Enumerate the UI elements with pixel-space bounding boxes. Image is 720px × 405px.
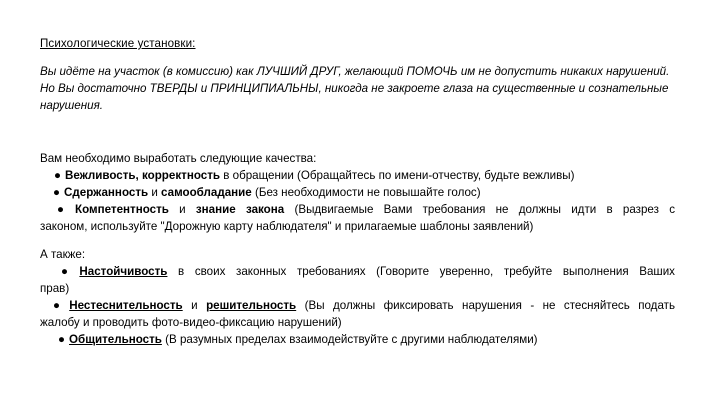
section-heading: Психологические установки: (40, 37, 196, 50)
quality-item-competence (40, 201, 675, 235)
item-connector: и (168, 203, 196, 216)
term-law-knowledge: знание закона (195, 203, 285, 216)
item-line-1 (40, 201, 675, 218)
item-text: (Выдвигаемые Вами требования не должны идти в разрез с (284, 203, 675, 216)
also-item-sociability (40, 331, 675, 348)
bullet-icon: ● (54, 169, 62, 182)
bullet-icon: ● (57, 203, 72, 216)
item-text: в своих законных требованиях (Говорите уверенно, требуйте выполнения Ваших (167, 265, 675, 278)
quality-item-politeness (40, 167, 675, 184)
item-line-2: законом, используйте "Дорожную карту наблюдателя" и прилагаемые шаблоны заявлений) (40, 220, 534, 233)
item-connector: и (182, 299, 207, 312)
bullet-icon: ● (58, 333, 66, 346)
term-boldness: Нестеснительность (69, 299, 183, 312)
term-restraint: Сдержанность (64, 186, 149, 199)
item-text: (Без необходимости не повышайте голос) (251, 186, 481, 199)
item-line-2: прав) (40, 282, 70, 295)
term-self-control: самообладание (161, 186, 252, 199)
bullet-icon: ● (53, 186, 61, 199)
bullet-icon: ● (53, 299, 66, 312)
also-lead: А также: (40, 248, 86, 261)
qualities-section (40, 150, 675, 235)
item-line-2: жалобу и проводить фото-видео-фиксацию нарушений) (40, 316, 342, 329)
also-item-persistence (40, 263, 675, 297)
term-decisiveness: решительность (206, 299, 297, 312)
intro-paragraph (40, 63, 675, 114)
item-text: в обращении (Обращайтесь по имени-отчеству, будьте вежливы) (220, 169, 575, 182)
term-persistence: Настойчивость (79, 265, 168, 278)
item-line-1 (40, 263, 675, 280)
term-sociability: Общительность (69, 333, 162, 346)
also-item-boldness (40, 297, 675, 331)
quality-item-restraint (40, 184, 675, 201)
qualities-lead: Вам необходимо выработать следующие качества: (40, 152, 317, 165)
intro-line-friend: Вы идёте на участок (в комиссию) как ЛУЧШИЙ ДРУГ, желающий ПОМОЧЬ им не допустить никаких нарушений. (40, 65, 670, 78)
item-connector: и (148, 186, 162, 199)
bullet-icon: ● (61, 265, 76, 278)
also-section (40, 246, 675, 348)
item-line-1 (40, 297, 675, 314)
term-competence: Компетентность (75, 203, 169, 216)
item-text: (В разумных пределах взаимодействуйте с другими наблюдателями) (161, 333, 538, 346)
item-text: (Вы должны фиксировать нарушения - не стесняйтесь подать (296, 299, 675, 312)
term-politeness: Вежливость, корректность (65, 169, 221, 182)
intro-line-firm: Но Вы достаточно ТВЕРДЫ и ПРИНЦИПИАЛЬНЫ, никогда не закроете глаза на существенные и сознательные нарушения. (40, 82, 669, 112)
